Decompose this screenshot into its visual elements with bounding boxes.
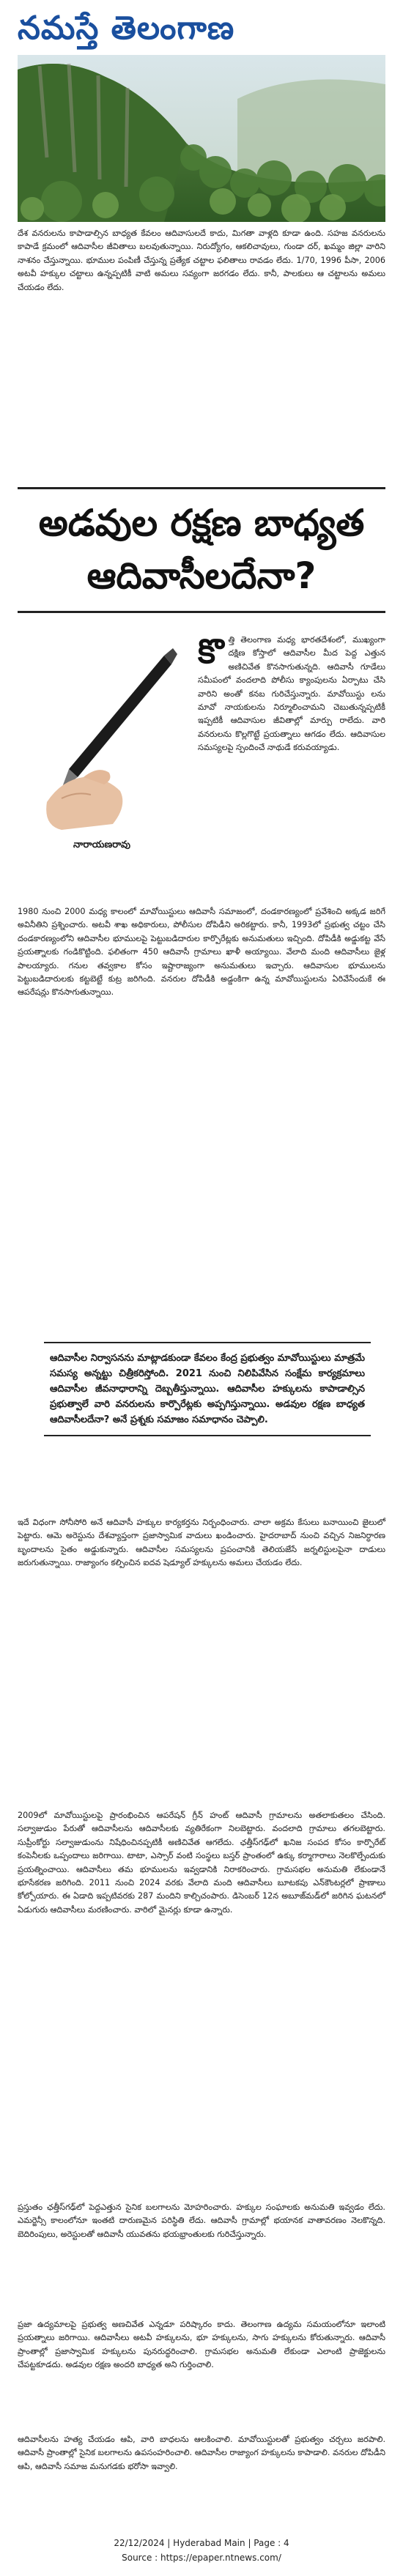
- edition-info: 22/12/2024 | Hyderabad Main | Page : 4: [114, 2538, 289, 2548]
- body-paragraph-4: ప్రస్తుతం ఛత్తీస్‌గఢ్‌లో పెద్దఎత్తున సైనిక బలగాలను మోహరించారు. హక్కుల సంఘాలకు అనుమతి ఇవ్వడం లేదు. ఎమర్జెన్సీ కాలంలోనూ ఇంతటి దారుణమైన పరిస్థితి లేదు. ఆదివాసీ గ్రామాల్లో భయానక వాతావరణం నెలకొన్నది. బెదిరింపులు, అరెస్టులతో ఆదివాసీ యువతను భయభ్రాంతులకు గురిచేస్తున్నారు.: [18, 2202, 385, 2239]
- masthead: [18, 7, 385, 50]
- body-paragraph-6: ఆదివాసీలను హత్య చేయడం ఆపి, వారి బాధలను ఆలకించాలి. మావోయిస్టులతో ప్రభుత్వం చర్చలు జరపాలి. ఆదివాసీ ప్రాంతాల్లో సైనిక బలగాలను ఉపసంహరించాలి. ఆదివాసీల రాజ్యాంగ హక్కులను కాపాడాలి. వనరుల దోపిడీని ఆపి, ఆదివాసీ సమాజ మనుగడకు భరోసా ఇవ్వాలి.: [18, 2435, 385, 2471]
- body-paragraph-5: ప్రజా ఉద్యమాలపై ప్రభుత్వ అణచివేత ఎన్నడూ పరిష్కారం కాదు. తెలంగాణ ఉద్యమ సమయంలోనూ ఇలాంటి ప్రయత్నాలు జరిగాయి. ఆదివాసీలు అటవీ హక్కులను, భూ హక్కులను, సాగు హక్కులను కోరుతున్నారు. ఆదివాసీ ప్రాంతాల్లో ప్రజాస్వామిక హక్కులను పునరుద్ధరించాలి. గ్రామసభల అనుమతి లేకుండా ఎలాంటి ప్రాజెక్టులను చేపట్టకూడదు. అడవుల రక్షణ అందరి బాధ్యత అని గుర్తించాలి.: [18, 2320, 385, 2370]
- newspaper-logo: నమస్తే తెలంగాణ: [18, 10, 235, 47]
- body-paragraph-2: ఇదే విధంగా సోనీసోరి అనే ఆదివాసీ హక్కుల కార్యకర్తను నిర్బంధించారు. చాలా అక్రమ కేసులు బనాయించి జైలులో పెట్టారు. ఆమె అరెస్టును దేశవ్యాప్తంగా ప్రజాస్వామిక వాదులు ఖండించారు. హైదరాబాద్ నుంచి వచ్చిన నిజనిర్ధారణ బృందాలను సైతం అడ్డుకున్నారు. ఆదివాసీల సమస్యలను ప్రపంచానికి తెలియజేసే జర్నలిస్టులపైనా దాడులు జరుగుతున్నాయి. రాజ్యాంగం కల్పించిన ఐదవ షెడ్యూల్ హక్కులను అమలు చేయడం లేదు.: [18, 1518, 385, 1568]
- forest-photo: [18, 55, 385, 222]
- headline: [18, 487, 385, 613]
- headline-line-1: అడవుల రక్షణ బాధ్యత: [38, 502, 365, 544]
- intro-paragraph: దేశ వనరులను కాపాడాల్సిన బాధ్యత కేవలం ఆదివాసులదే కాదు, మిగతా వాళ్లది కూడా ఉంది. సహజ వనరులను కాపాడే క్రమంలో ఆదివాసీల జీవితాలు బలవుతున్నాయి. నిరుద్యోగం, ఆకలిచావులు, గుండా దర్, ఖమ్మం జిల్లా వారిని నాశనం చేస్తున్నాయి. భూముల పంపిణీ చేస్తున్న ప్రత్యేక చట్టాల ఫలితాలు రావడం లేదు. 1/70, 1996 పీసా, 2006 అటవీ హక్కుల చట్టాలు ఉన్నప్పటికీ వాటి అమలు సవ్యంగా జరగడం లేదు. కానీ, పాలకులు ఆ చట్టాలను అమలు చేయడం లేదు.: [18, 229, 385, 292]
- opening-paragraph: త్తి తెలంగాణ మధ్య భారతదేశంలో, ముఖ్యంగా దక్షిణ కోస్తాలో ఆదివాసీల మీద పెద్ద ఎత్తున అణిచివేత కొనసాగుతున్నది. ఆదివాసీ గూడేలు సమీపంలో వందలాది పోలీసు క్యాంపులను ఏర్పాటు చేసి వారిని అంతో కనబ గురిచేస్తున్నారు. మావోయిస్టు లను మావో నాయకులను నిర్మూలించామని చెబుతున్నప్పటికీ ఇప్పటికీ ఆదివాసుల జీవితాల్లో మార్పు రాలేదు. వారి వనరులను కొల్లగొట్టే ప్రయత్నాలు ఆగడం లేదు. ఆదివాసుల సమస్యలపై స్పందించే నాథుడే కరువయ్యాడు.: [198, 635, 385, 753]
- author-illustration: [18, 634, 186, 831]
- author-byline: నారాయణరావు: [73, 839, 130, 850]
- body-paragraph-1: 1980 నుంచి 2000 మధ్య కాలంలో మావోయిస్టులు ఆదివాసీ సమాజంలో, దండకారణ్యంలో ప్రవేశించి అక్కడ జరిగే అవినీతిని ప్రశ్నించారు. అటవీ శాఖ అధికారులు, పోలీసుల దోపిడీని అరికట్టారు. కానీ, 1993లో ప్రభుత్వ చట్టం చేసి దండకారణ్యంలోని ఆదివాసీల భూములపై పెట్టుబడిదారుల కార్పొరేట్లకు అనుమతులు ఇచ్చింది. దోపిడీకి అడ్డుకట్ట వేసే ప్రయత్నాలకు గండికొట్టింది. ఫలితంగా 450 ఆదివాసీ గ్రామాలు ఖాళీ అయ్యాయి. వేలాది మంది ఆదివాసీలు జైళ్ల పాలయ్యారు. గనుల తవ్వకాల కోసం ఇష్టారాజ్యంగా అనుమతులు ఇచ్చారు. ఆదివాసుల భూములను పెట్టుబడిదారులకు కట్టబెట్టే కుట్ర జరిగింది. వనరుల దోపిడీకి అడ్డంకిగా ఉన్న మావోయిస్టులను ఏరివేసేందుకే ఈ ఆపరేషన్లు కొనసాగుతున్నాయి.: [18, 907, 385, 998]
- opening-column: [198, 631, 385, 755]
- source-link[interactable]: Source : https://epaper.ntnews.com/: [122, 2553, 281, 2563]
- drop-cap: కొ: [198, 631, 224, 671]
- body-paragraph-3: 2009లో మావోయిస్టులపై ప్రారంభించిన ఆపరేషన్ గ్రీన్ హంట్ ఆదివాసీ గ్రామాలను అతలాకుతలం చేసింది. సల్వాజుడుం పేరుతో ఆదివాసీలను ఆదివాసీలకు వ్యతిరేకంగా నిలబెట్టారు. వందలాది గ్రామాలు తగలబెట్టారు. సుప్రీంకోర్టు సల్వాజుడుంను నిషేధించినప్పటికీ అణిచివేత ఆగలేదు. ఛత్తీస్‌గఢ్‌లో ఖనిజ సంపద కోసం కార్పొరేట్ కంపెనీలకు ఒప్పందాలు జరిగాయి. టాటా, ఎస్సార్ వంటి సంస్థలు బస్తర్ ప్రాంతంలో ఉక్కు కర్మాగారాలు నెలకొల్పేందుకు ప్రయత్నించాయి. ఆదివాసీలు తమ భూములను ఇవ్వడానికి నిరాకరించారు. గ్రామసభల అనుమతి లేకుండానే భూసేకరణ జరిగింది. 2011 నుంచి 2024 వరకు వేలాది మంది ఆదివాసీలు బూటకపు ఎన్‌కౌంటర్లలో ప్రాణాలు కోల్పోయారు. ఈ ఏడాది ఇప్పటివరకు 287 మందిని కాల్చిచంపారు. డిసెంబర్ 12న అబూజ్‌మడ్‌లో జరిగిన ఘటనలో ఏడుగురు ఆదివాసీలు మరణించారు. వారిలో మైనర్లు కూడా ఉన్నారు.: [18, 1811, 385, 1915]
- pull-quote: ఆదివాసీల నిర్వాసనను మాట్లాడకుండా కేవలం కేంద్ర ప్రభుత్వం మావోయిస్టులు మాత్రమే సమస్య అన్నట్టు చిత్రీకరిస్తోంది. 2021 నుంచి నిలిపివేసిన సంక్షేమ కార్యక్రమాలు ఆదివాసీల జీవనాధారాన్ని దెబ్బతీస్తున్నాయి. ఆదివాసీల హక్కులను కాపాడాల్సిన ప్రభుత్వాలే వారి వనరులను కార్పొరేట్లకు అప్పగిస్తున్నాయి. అడవుల రక్షణ బాధ్యత ఆదివాసీలదేనా? అనే ప్రశ్నకు సమాజం సమాధానం చెప్పాలి.: [44, 1342, 371, 1436]
- page-footer: [18, 2536, 385, 2565]
- headline-line-2: ఆదివాసీలదేనా?: [86, 554, 317, 597]
